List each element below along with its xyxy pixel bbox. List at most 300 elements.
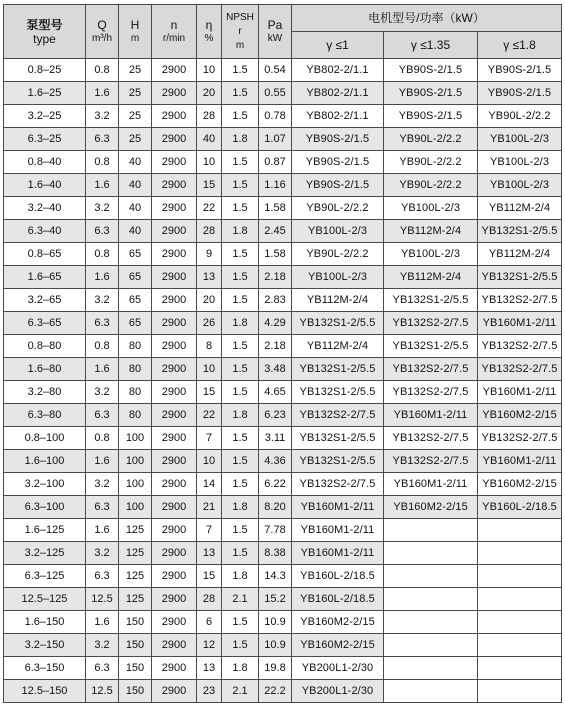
cell-motor-gamma-2: YB90L-2/2.2 [384,174,478,197]
cell-pa: 2.18 [259,266,292,289]
header-pa-unit: kW [267,32,283,44]
cell-motor-gamma-2: YB132S2-2/7.5 [384,381,478,404]
cell-npsh: 1.5 [222,197,259,220]
cell-motor-gamma-3: YB160M2-2/15 [478,473,562,496]
cell-eta: 10 [197,358,222,381]
cell-npsh: 1.5 [222,611,259,634]
cell-n: 2900 [152,174,197,197]
table-row [4,220,562,243]
cell-pa: 3.11 [259,427,292,450]
table-row [4,588,562,611]
cell-npsh: 1.5 [222,289,259,312]
cell-pa: 2.18 [259,335,292,358]
cell-type: 1.6–65 [4,266,86,289]
cell-motor-gamma-3: YB90S-2/1.5 [478,59,562,82]
cell-eta: 14 [197,473,222,496]
table-row [4,657,562,680]
cell-motor-gamma-3: YB132S1-2/5.5 [478,220,562,243]
cell-q: 1.6 [86,358,119,381]
cell-pa: 6.23 [259,404,292,427]
cell-motor-gamma-2 [384,657,478,680]
table-row [4,381,562,404]
cell-q: 1.6 [86,82,119,105]
cell-motor-gamma-3: YB160M1-2/11 [478,450,562,473]
cell-q: 3.2 [86,634,119,657]
cell-type: 3.2–40 [4,197,86,220]
cell-motor-gamma-3 [478,565,562,588]
cell-type: 6.3–150 [4,657,86,680]
cell-motor-gamma-3 [478,588,562,611]
cell-n: 2900 [152,519,197,542]
cell-eta: 10 [197,59,222,82]
cell-q: 0.8 [86,243,119,266]
cell-n: 2900 [152,312,197,335]
cell-pa: 4.29 [259,312,292,335]
cell-motor-gamma-3: YB100L-2/3 [478,174,562,197]
table-row [4,542,562,565]
cell-npsh: 1.5 [222,427,259,450]
cell-motor-gamma-2: YB160M1-2/11 [384,404,478,427]
cell-q: 12.5 [86,680,119,703]
cell-motor-gamma-2: YB132S1-2/5.5 [384,335,478,358]
cell-pa: 6.22 [259,473,292,496]
cell-motor-gamma-2: YB100L-2/3 [384,243,478,266]
cell-n: 2900 [152,82,197,105]
cell-motor-gamma-2 [384,588,478,611]
cell-q: 6.3 [86,565,119,588]
cell-npsh: 1.5 [222,82,259,105]
header-gamma-2: γ ≤1.35 [384,32,478,59]
table-row [4,565,562,588]
header-eta-label: η [205,17,213,32]
cell-h: 25 [119,82,152,105]
table-row [4,634,562,657]
cell-type: 1.6–125 [4,519,86,542]
cell-eta: 23 [197,680,222,703]
cell-motor-gamma-3: YB112M-2/4 [478,197,562,220]
cell-motor-gamma-1: YB160M1-2/11 [292,496,384,519]
cell-eta: 13 [197,266,222,289]
cell-h: 100 [119,450,152,473]
cell-h: 100 [119,427,152,450]
cell-motor-gamma-1: YB160M1-2/11 [292,542,384,565]
header-eta [197,5,222,59]
cell-motor-gamma-1: YB90S-2/1.5 [292,174,384,197]
cell-motor-gamma-1: YB200L1-2/30 [292,657,384,680]
table-row [4,450,562,473]
header-h-unit: m [130,32,140,44]
cell-motor-gamma-3 [478,519,562,542]
cell-h: 150 [119,680,152,703]
header-pa-label: Pa [267,17,283,32]
cell-type: 12.5–125 [4,588,86,611]
cell-npsh: 1.5 [222,151,259,174]
cell-motor-gamma-2 [384,611,478,634]
cell-npsh: 1.8 [222,657,259,680]
cell-type: 0.8–80 [4,335,86,358]
table-row [4,519,562,542]
cell-type: 6.3–65 [4,312,86,335]
cell-motor-gamma-1: YB90L-2/2.2 [292,243,384,266]
cell-n: 2900 [152,105,197,128]
cell-motor-gamma-1: YB132S1-2/5.5 [292,427,384,450]
cell-eta: 9 [197,243,222,266]
cell-h: 65 [119,289,152,312]
cell-h: 150 [119,657,152,680]
cell-h: 125 [119,565,152,588]
cell-n: 2900 [152,128,197,151]
cell-q: 1.6 [86,519,119,542]
cell-n: 2900 [152,680,197,703]
cell-q: 6.3 [86,657,119,680]
header-n-label: n [170,17,178,32]
cell-n: 2900 [152,450,197,473]
cell-type: 6.3–80 [4,404,86,427]
cell-eta: 7 [197,519,222,542]
cell-h: 100 [119,496,152,519]
cell-n: 2900 [152,151,197,174]
cell-type: 3.2–65 [4,289,86,312]
cell-n: 2900 [152,611,197,634]
cell-npsh: 1.5 [222,634,259,657]
cell-motor-gamma-3 [478,611,562,634]
cell-pa: 1.58 [259,243,292,266]
cell-n: 2900 [152,657,197,680]
cell-n: 2900 [152,496,197,519]
cell-q: 0.8 [86,151,119,174]
cell-n: 2900 [152,634,197,657]
cell-motor-gamma-1: YB160L-2/18.5 [292,565,384,588]
cell-q: 6.3 [86,128,119,151]
cell-n: 2900 [152,59,197,82]
cell-motor-gamma-3: YB160M1-2/11 [478,312,562,335]
cell-eta: 15 [197,174,222,197]
cell-eta: 8 [197,335,222,358]
cell-motor-gamma-2 [384,519,478,542]
cell-n: 2900 [152,542,197,565]
header-type-cn: 泵型号 [26,17,63,32]
pump-spec-table [3,4,562,703]
cell-motor-gamma-1: YB132S1-2/5.5 [292,450,384,473]
cell-type: 1.6–80 [4,358,86,381]
cell-pa: 0.54 [259,59,292,82]
cell-h: 125 [119,588,152,611]
cell-eta: 28 [197,588,222,611]
cell-q: 3.2 [86,105,119,128]
header-type-en: type [33,31,56,46]
cell-q: 6.3 [86,220,119,243]
table-row [4,197,562,220]
table-row [4,358,562,381]
cell-npsh: 1.8 [222,220,259,243]
header-n-unit: r/min [162,32,186,44]
cell-motor-gamma-1: YB160M2-2/15 [292,634,384,657]
cell-pa: 8.38 [259,542,292,565]
cell-motor-gamma-3: YB100L-2/3 [478,128,562,151]
cell-eta: 20 [197,82,222,105]
cell-npsh: 1.5 [222,243,259,266]
cell-h: 65 [119,266,152,289]
cell-motor-gamma-1: YB802-2/1.1 [292,105,384,128]
cell-q: 0.8 [86,427,119,450]
cell-pa: 4.36 [259,450,292,473]
cell-h: 80 [119,381,152,404]
cell-eta: 7 [197,427,222,450]
cell-npsh: 2.1 [222,680,259,703]
cell-q: 3.2 [86,197,119,220]
cell-motor-gamma-2: YB90S-2/1.5 [384,59,478,82]
cell-motor-gamma-2 [384,542,478,565]
cell-motor-gamma-1: YB100L-2/3 [292,266,384,289]
cell-motor-gamma-3: YB132S1-2/5.5 [478,266,562,289]
cell-n: 2900 [152,473,197,496]
cell-motor-gamma-1: YB200L1-2/30 [292,680,384,703]
table-row [4,82,562,105]
cell-type: 6.3–100 [4,496,86,519]
table-row [4,174,562,197]
table-row [4,680,562,703]
cell-type: 6.3–40 [4,220,86,243]
cell-motor-gamma-2: YB90L-2/2.2 [384,128,478,151]
cell-type: 0.8–40 [4,151,86,174]
table-row [4,335,562,358]
table-row [4,266,562,289]
cell-q: 3.2 [86,473,119,496]
header-h [119,5,152,59]
cell-eta: 15 [197,565,222,588]
cell-q: 1.6 [86,450,119,473]
cell-h: 25 [119,59,152,82]
header-q [86,5,119,59]
cell-motor-gamma-1: YB160M2-2/15 [292,611,384,634]
cell-motor-gamma-2 [384,565,478,588]
cell-motor-gamma-1: YB132S2-2/7.5 [292,473,384,496]
cell-motor-gamma-3: YB90S-2/1.5 [478,82,562,105]
cell-motor-gamma-1: YB160M1-2/11 [292,519,384,542]
cell-npsh: 1.8 [222,404,259,427]
cell-pa: 10.9 [259,611,292,634]
cell-motor-gamma-2: YB132S1-2/5.5 [384,289,478,312]
table-row [4,289,562,312]
cell-q: 0.8 [86,59,119,82]
cell-motor-gamma-2: YB132S2-2/7.5 [384,450,478,473]
header-gamma-1: γ ≤1 [292,32,384,59]
cell-eta: 22 [197,404,222,427]
cell-pa: 7.78 [259,519,292,542]
cell-pa: 0.78 [259,105,292,128]
cell-pa: 0.55 [259,82,292,105]
cell-n: 2900 [152,266,197,289]
table-row [4,243,562,266]
cell-pa: 14.3 [259,565,292,588]
cell-h: 65 [119,243,152,266]
cell-motor-gamma-1: YB90S-2/1.5 [292,128,384,151]
cell-eta: 28 [197,220,222,243]
header-npsh [222,5,259,59]
table-row [4,59,562,82]
cell-pa: 1.58 [259,197,292,220]
cell-motor-gamma-2 [384,680,478,703]
cell-type: 3.2–25 [4,105,86,128]
cell-motor-gamma-1: YB802-2/1.1 [292,59,384,82]
cell-type: 3.2–100 [4,473,86,496]
cell-h: 150 [119,611,152,634]
cell-motor-gamma-2: YB112M-2/4 [384,266,478,289]
cell-motor-gamma-1: YB132S1-2/5.5 [292,381,384,404]
cell-n: 2900 [152,427,197,450]
header-q-label: Q [97,17,107,32]
cell-h: 40 [119,220,152,243]
cell-motor-gamma-1: YB90L-2/2.2 [292,197,384,220]
cell-npsh: 1.5 [222,450,259,473]
cell-pa: 1.16 [259,174,292,197]
cell-pa: 0.87 [259,151,292,174]
cell-motor-gamma-1: YB132S2-2/7.5 [292,404,384,427]
cell-eta: 21 [197,496,222,519]
cell-npsh: 1.5 [222,519,259,542]
cell-type: 0.8–25 [4,59,86,82]
cell-eta: 22 [197,197,222,220]
cell-motor-gamma-1: YB112M-2/4 [292,335,384,358]
cell-h: 40 [119,151,152,174]
cell-motor-gamma-3 [478,542,562,565]
cell-h: 150 [119,634,152,657]
cell-n: 2900 [152,404,197,427]
cell-pa: 19.8 [259,657,292,680]
cell-h: 25 [119,105,152,128]
cell-q: 6.3 [86,404,119,427]
cell-motor-gamma-2: YB160M1-2/11 [384,473,478,496]
cell-motor-gamma-1: YB132S1-2/5.5 [292,358,384,381]
cell-q: 12.5 [86,588,119,611]
cell-q: 3.2 [86,542,119,565]
cell-npsh: 1.5 [222,335,259,358]
cell-pa: 3.48 [259,358,292,381]
table-row [4,128,562,151]
cell-type: 3.2–150 [4,634,86,657]
cell-motor-gamma-3: YB100L-2/3 [478,151,562,174]
cell-motor-gamma-2: YB132S2-2/7.5 [384,312,478,335]
cell-h: 100 [119,473,152,496]
cell-npsh: 1.8 [222,565,259,588]
table-row [4,496,562,519]
cell-pa: 22.2 [259,680,292,703]
cell-h: 25 [119,128,152,151]
cell-q: 1.6 [86,174,119,197]
header-q-unit: m³/h [92,32,112,44]
cell-motor-gamma-2: YB90S-2/1.5 [384,105,478,128]
cell-pa: 8.20 [259,496,292,519]
cell-type: 12.5–150 [4,680,86,703]
cell-type: 6.3–125 [4,565,86,588]
table-row [4,473,562,496]
cell-motor-gamma-3: YB160L-2/18.5 [478,496,562,519]
cell-motor-gamma-2: YB90S-2/1.5 [384,82,478,105]
cell-h: 40 [119,174,152,197]
table-row [4,404,562,427]
cell-motor-gamma-1: YB100L-2/3 [292,220,384,243]
cell-q: 1.6 [86,266,119,289]
header-motor-title: 电机型号/功率（kW） [292,5,562,32]
cell-npsh: 1.5 [222,542,259,565]
cell-eta: 6 [197,611,222,634]
table-row [4,611,562,634]
cell-pa: 15.2 [259,588,292,611]
cell-motor-gamma-3: YB112M-2/4 [478,243,562,266]
table-row [4,312,562,335]
cell-motor-gamma-3: YB132S2-2/7.5 [478,335,562,358]
cell-motor-gamma-2: YB132S2-2/7.5 [384,427,478,450]
cell-motor-gamma-2: YB112M-2/4 [384,220,478,243]
cell-npsh: 1.8 [222,128,259,151]
cell-pa: 1.07 [259,128,292,151]
header-pa [259,5,292,59]
cell-type: 1.6–100 [4,450,86,473]
header-h-label: H [130,17,140,32]
cell-type: 1.6–40 [4,174,86,197]
cell-n: 2900 [152,289,197,312]
cell-pa: 4.65 [259,381,292,404]
table-row [4,427,562,450]
cell-npsh: 1.5 [222,59,259,82]
cell-eta: 20 [197,289,222,312]
cell-pa: 10.9 [259,634,292,657]
cell-q: 0.8 [86,335,119,358]
cell-q: 3.2 [86,289,119,312]
cell-type: 1.6–150 [4,611,86,634]
cell-eta: 13 [197,542,222,565]
cell-motor-gamma-3: YB160M1-2/11 [478,381,562,404]
header-npsh-label: NPSH [226,11,254,23]
cell-q: 6.3 [86,496,119,519]
cell-motor-gamma-3: YB160M2-2/15 [478,404,562,427]
cell-motor-gamma-3 [478,657,562,680]
cell-npsh: 2.1 [222,588,259,611]
header-n [152,5,197,59]
cell-eta: 10 [197,151,222,174]
cell-q: 3.2 [86,381,119,404]
cell-type: 3.2–80 [4,381,86,404]
cell-h: 125 [119,519,152,542]
cell-motor-gamma-3 [478,634,562,657]
table-body [4,59,562,703]
table-row [4,151,562,174]
cell-type: 0.8–65 [4,243,86,266]
cell-motor-gamma-2 [384,634,478,657]
cell-pa: 2.45 [259,220,292,243]
cell-type: 1.6–25 [4,82,86,105]
cell-npsh: 1.8 [222,312,259,335]
cell-motor-gamma-1: YB802-2/1.1 [292,82,384,105]
cell-motor-gamma-2: YB132S2-2/7.5 [384,358,478,381]
cell-motor-gamma-2: YB100L-2/3 [384,197,478,220]
cell-npsh: 1.5 [222,473,259,496]
cell-n: 2900 [152,358,197,381]
cell-h: 125 [119,542,152,565]
cell-eta: 12 [197,634,222,657]
cell-n: 2900 [152,588,197,611]
cell-n: 2900 [152,381,197,404]
cell-motor-gamma-3: YB132S2-2/7.5 [478,358,562,381]
cell-pa: 2.83 [259,289,292,312]
cell-motor-gamma-3: YB132S2-2/7.5 [478,289,562,312]
cell-motor-gamma-3 [478,680,562,703]
cell-n: 2900 [152,220,197,243]
cell-q: 6.3 [86,312,119,335]
cell-motor-gamma-2: YB90L-2/2.2 [384,151,478,174]
cell-h: 65 [119,312,152,335]
cell-n: 2900 [152,335,197,358]
